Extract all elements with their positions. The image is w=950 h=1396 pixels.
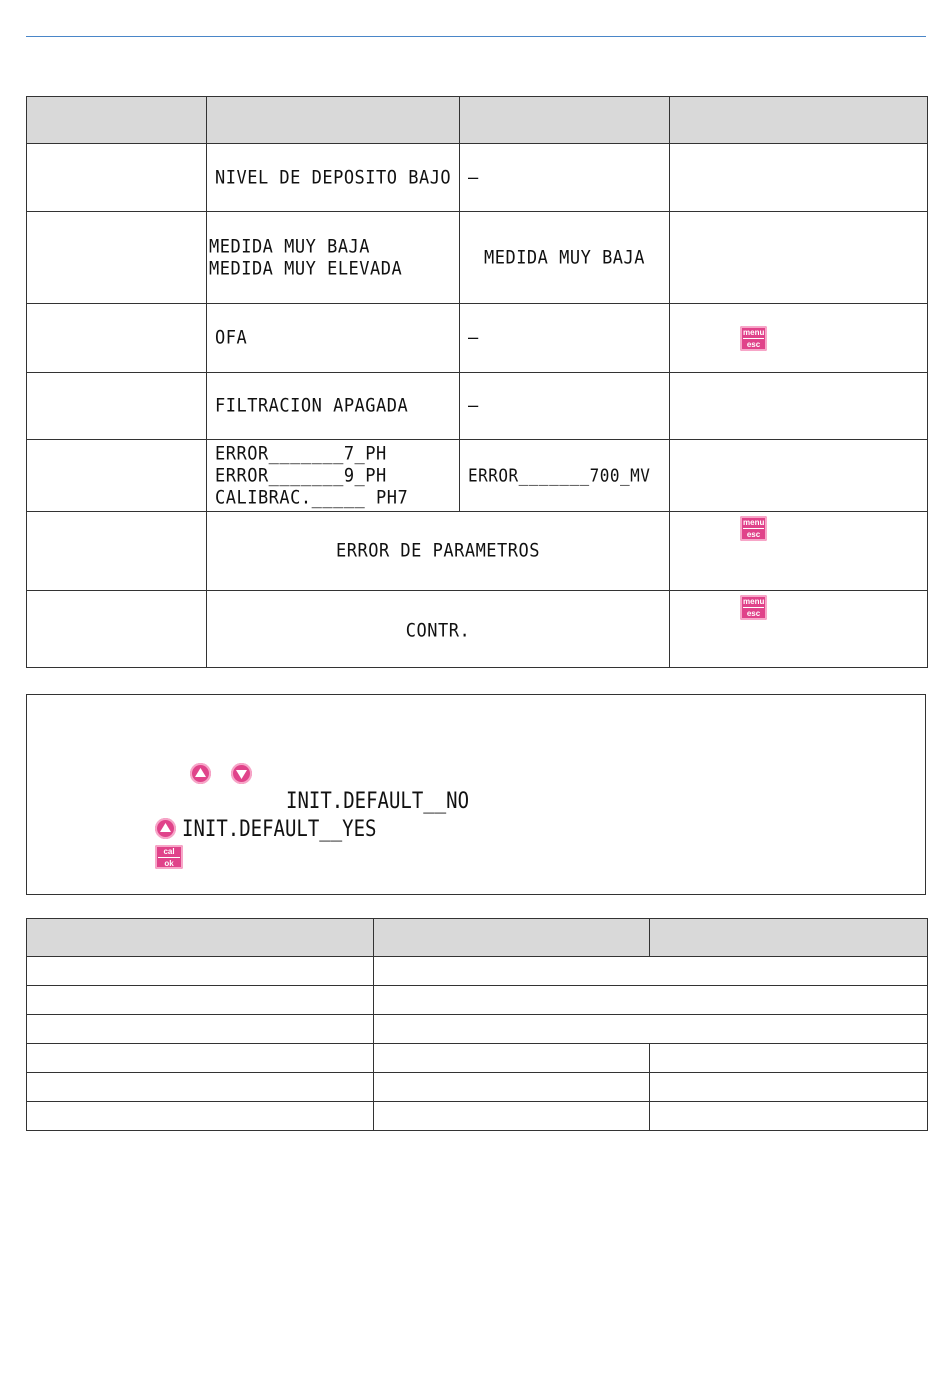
lcd-cell xyxy=(460,304,670,373)
lcd-cell-merged xyxy=(207,512,670,591)
table-header-row xyxy=(27,97,928,144)
lcd-cell-merged xyxy=(207,591,670,668)
lcd-cell xyxy=(460,373,670,440)
table-row xyxy=(27,1073,928,1102)
lcd-text: NIVEL DE DEPOSITO BAJO xyxy=(215,166,452,189)
table-row xyxy=(27,440,928,512)
lcd-init-default-no: INIT.DEFAULT__NO xyxy=(286,788,470,814)
header-cell xyxy=(207,97,460,144)
lcd-cell xyxy=(207,373,460,440)
table-row xyxy=(27,1102,928,1131)
cell-empty xyxy=(374,1102,650,1131)
error-table xyxy=(26,96,928,668)
cell-empty xyxy=(27,986,374,1015)
lcd-cell xyxy=(207,304,460,373)
up-arrow-button-icon xyxy=(190,763,211,784)
cell-empty xyxy=(27,144,207,212)
lcd-cell xyxy=(460,212,670,304)
up-arrow-button-icon xyxy=(155,818,176,839)
reset-instructions-box xyxy=(26,694,926,895)
dash: – xyxy=(468,394,479,418)
cell-empty xyxy=(27,591,207,668)
dash: – xyxy=(468,326,479,350)
table-row xyxy=(27,1015,928,1044)
cell-empty xyxy=(27,373,207,440)
table-row xyxy=(27,373,928,440)
cell-empty xyxy=(27,304,207,373)
cell-empty xyxy=(670,373,928,440)
lcd-text: CONTR. xyxy=(405,619,471,643)
lcd-text: OFA xyxy=(215,326,248,350)
table-row xyxy=(27,986,928,1015)
header-cell xyxy=(650,919,928,957)
cell-empty xyxy=(650,1102,928,1131)
table-row xyxy=(27,304,928,373)
cell-empty xyxy=(27,212,207,304)
lcd-cell xyxy=(460,144,670,212)
table-header-row xyxy=(27,919,928,957)
menu-esc-key-icon: menu esc xyxy=(740,326,767,351)
header-cell xyxy=(460,97,670,144)
table-row xyxy=(27,1044,928,1073)
key-cell xyxy=(670,304,928,373)
parameters-table xyxy=(26,918,928,1131)
down-arrow-button-icon xyxy=(231,763,252,784)
cell-empty xyxy=(374,1015,928,1044)
lcd-text: MEDIDA MUY BAJA xyxy=(483,246,646,269)
cell-empty xyxy=(374,1044,650,1073)
lcd-init-default-yes: INIT.DEFAULT__YES xyxy=(182,816,377,842)
cal-ok-key-icon: cal ok xyxy=(155,845,183,869)
table-row xyxy=(27,144,928,212)
header-cell xyxy=(27,97,207,144)
cell-empty xyxy=(650,1073,928,1102)
lcd-text: ERROR_______700_MV xyxy=(468,464,651,486)
cell-empty xyxy=(27,1073,374,1102)
lcd-cell xyxy=(207,144,460,212)
lcd-text: ERROR DE PARAMETROS xyxy=(336,539,540,563)
table-row xyxy=(27,591,928,668)
cell-empty xyxy=(27,512,207,591)
cell-empty xyxy=(27,957,374,986)
cell-empty xyxy=(650,1044,928,1073)
lcd-text: FILTRACION APAGADA xyxy=(215,394,409,418)
lcd-text: CALIBRAC._____ PH7 xyxy=(215,486,409,509)
key-cell xyxy=(670,512,928,591)
cell-empty xyxy=(27,1015,374,1044)
cell-empty xyxy=(374,986,928,1015)
cell-empty xyxy=(27,1102,374,1131)
header-cell xyxy=(374,919,650,957)
cell-empty xyxy=(374,957,928,986)
header-cell xyxy=(670,97,928,144)
header-rule xyxy=(26,36,926,37)
lcd-cell xyxy=(460,440,670,512)
cell-empty xyxy=(670,440,928,512)
menu-esc-key-icon: menu esc xyxy=(740,595,767,620)
table-row xyxy=(27,212,928,304)
lcd-text: MEDIDA MUY BAJA xyxy=(209,235,371,258)
lcd-text: ERROR_______9_PH xyxy=(215,464,387,487)
lcd-text: ERROR_______7_PH xyxy=(215,442,387,465)
menu-esc-key-icon: menu esc xyxy=(740,516,767,541)
cell-empty xyxy=(374,1073,650,1102)
cell-empty xyxy=(27,440,207,512)
cell-empty xyxy=(27,1044,374,1073)
cell-empty xyxy=(670,212,928,304)
key-cell xyxy=(670,591,928,668)
dash: – xyxy=(468,166,479,189)
table-row xyxy=(27,957,928,986)
lcd-cell xyxy=(207,212,460,304)
lcd-cell xyxy=(207,440,460,512)
cell-empty xyxy=(670,144,928,212)
header-cell xyxy=(27,919,374,957)
lcd-text: MEDIDA MUY ELEVADA xyxy=(209,257,403,280)
table-row xyxy=(27,512,928,591)
